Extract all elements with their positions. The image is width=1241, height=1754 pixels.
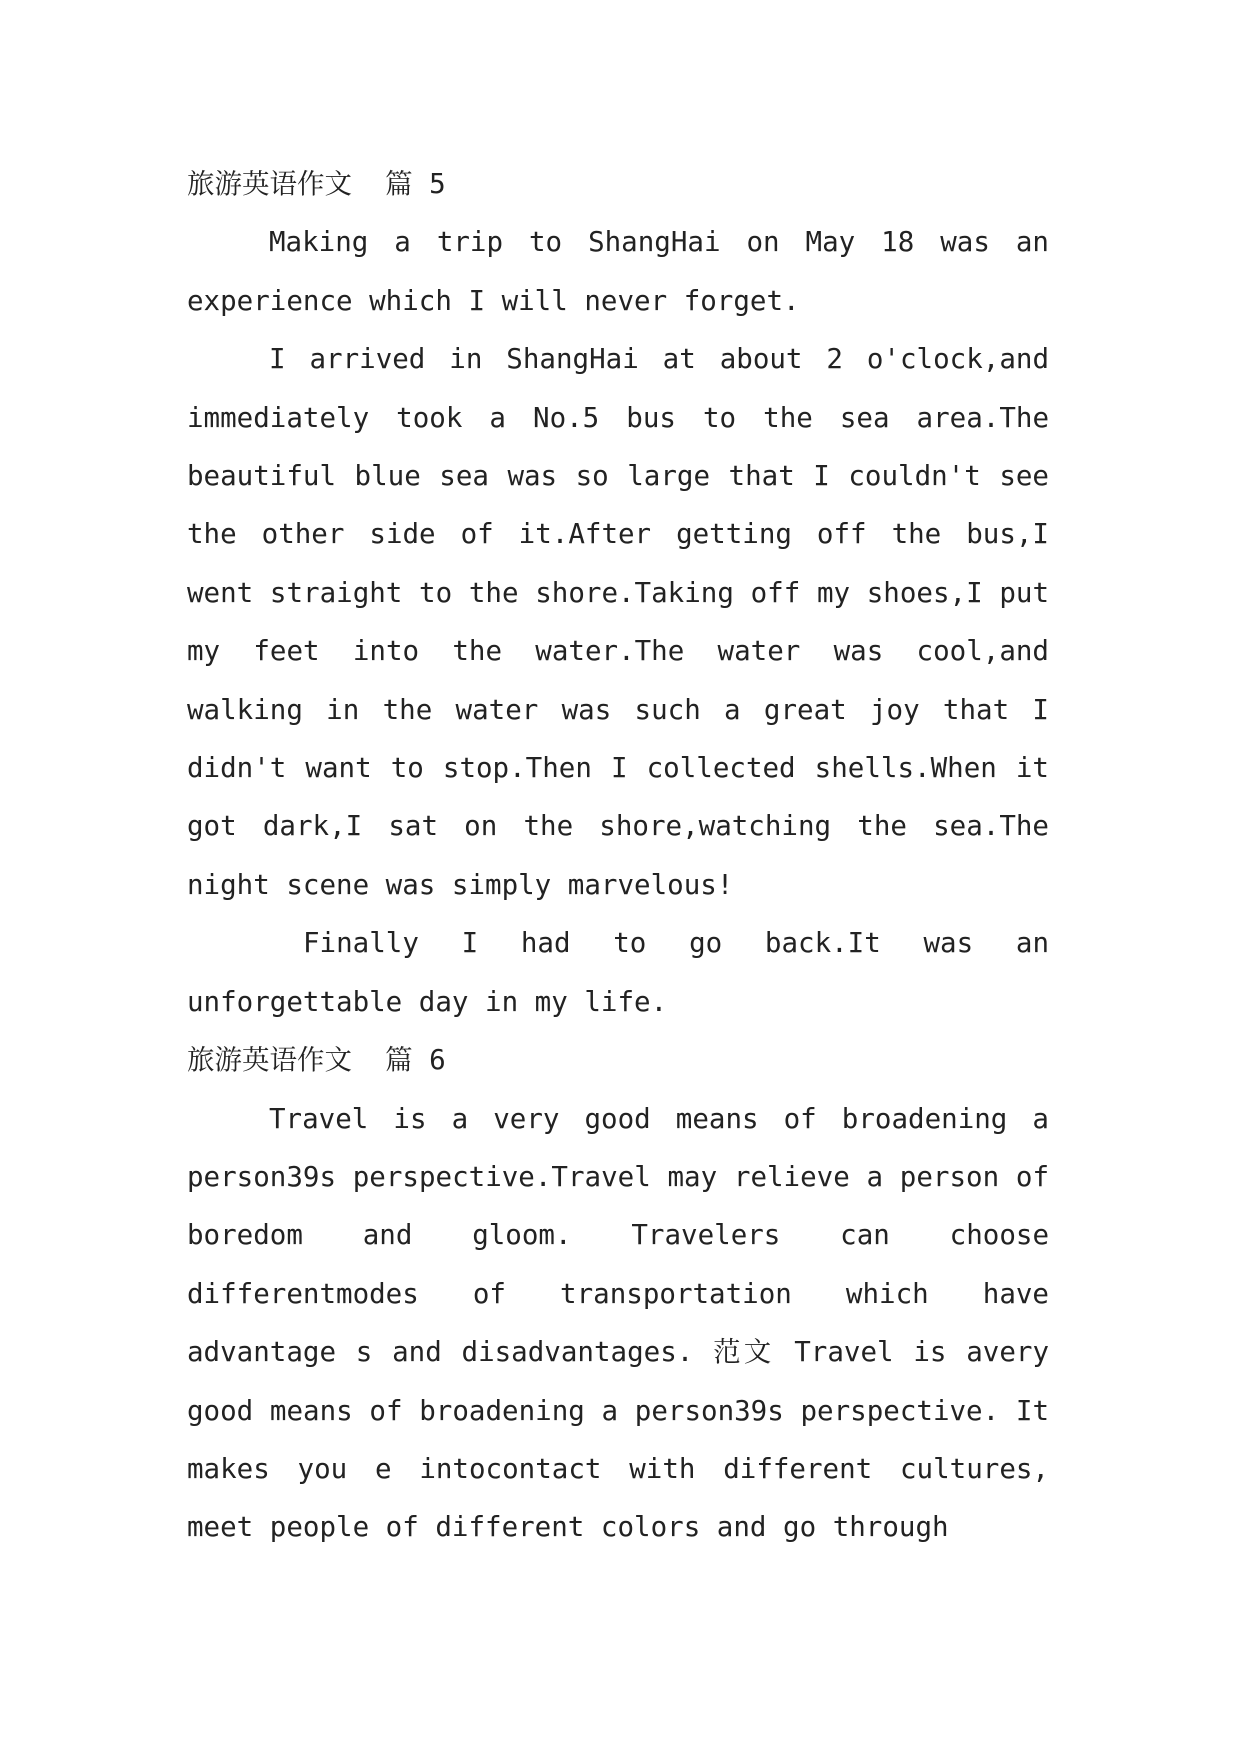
essay-section-5 — [187, 155, 1049, 1031]
section-heading: 旅游英语作文 篇 5 — [187, 168, 446, 200]
document-page — [187, 155, 1049, 1557]
section-heading: 旅游英语作文 篇 6 — [187, 1044, 446, 1077]
essay-section-6 — [187, 1031, 1049, 1557]
paragraph: Finally I had to go back.It was an unforgettable day in my life. — [187, 927, 1049, 1018]
paragraph: Travel is a very good means of broadening a person39s perspective.Travel may relieve a person of boredom and gloom. Travelers can choose differentmodes of transportation which have advantage s and disadvantages. 范文 Travel is avery good means of broadening a person39s perspective. It makes you e intocontact with different cultures, meet people of different colors and go through — [187, 1102, 1049, 1544]
paragraph: Making a trip to ShangHai on May 18 was an experience which I will never forget. — [187, 226, 1049, 317]
paragraph: I arrived in ShangHai at about 2 o'clock,and immediately took a No.5 bus to the sea area.The beautiful blue sea was so large that I couldn't see the other side of it.After getting off the bus,I went straight to the shore.Taking off my shoes,I put my feet into the water.The water was cool,and walking in the water was such a great joy that I didn't want to stop.Then I collected shells.When it got dark,I sat on the shore,watching the sea.The night scene was simply marvelous! — [187, 343, 1049, 901]
